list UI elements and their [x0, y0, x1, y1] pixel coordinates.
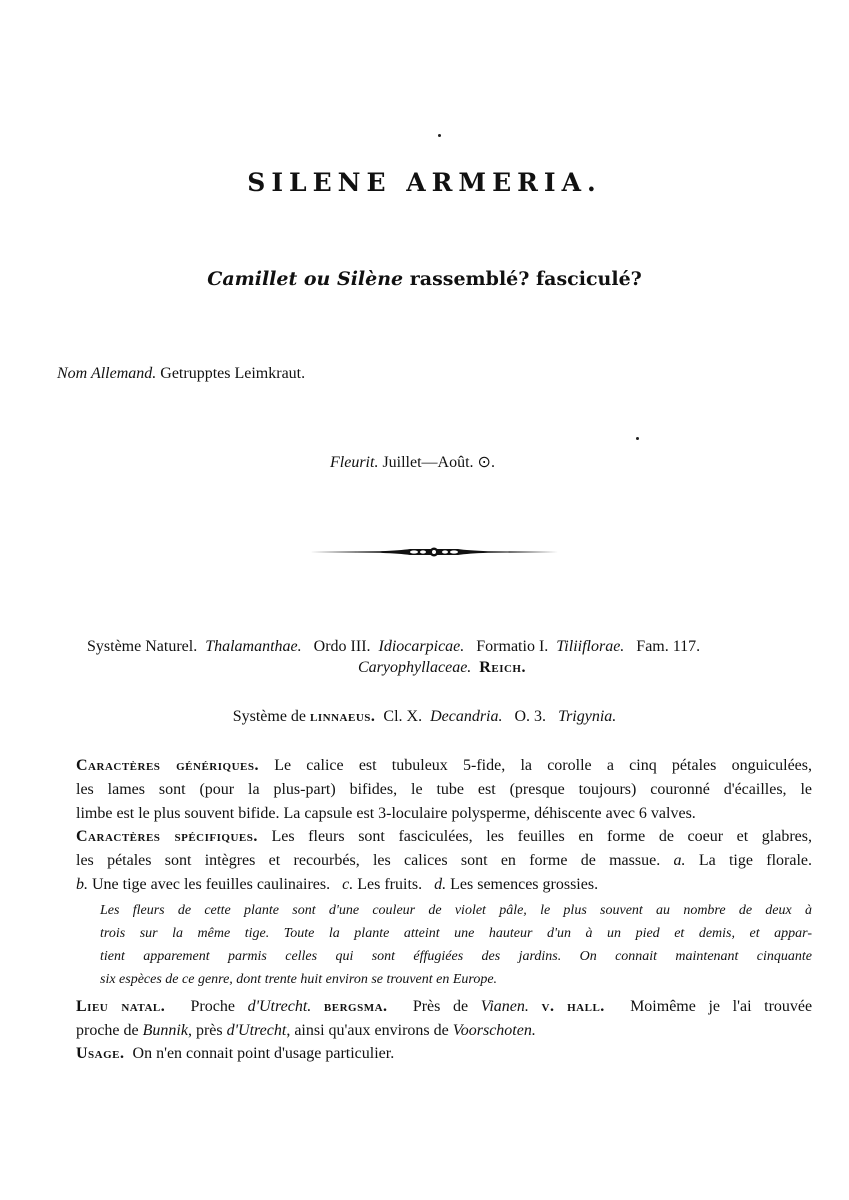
lieu-proche-2: proche de	[76, 1022, 139, 1039]
lieu-bunnik: Bunnik	[142, 1022, 188, 1039]
specific-line-2: les pétales sont intègres et recourbés, les calices sont en forme de massue.	[76, 852, 661, 869]
figure-c-text: Les fruits.	[357, 876, 423, 893]
note-line-1: Les fleurs de cette plante sont d'une couleur de violet pâle, le plus souvent au nombre de deux à	[100, 903, 812, 918]
speck-dot	[438, 134, 441, 137]
generic-characters	[76, 754, 812, 826]
flowering-label: Fleurit.	[330, 454, 379, 471]
lieu-v: v.	[541, 998, 555, 1015]
german-name-label: Nom Allemand.	[57, 365, 157, 382]
note-line-4: six espèces de ce genre, dont trente huit environ se trouvent en Europe.	[100, 972, 498, 987]
specific-characters	[76, 825, 812, 897]
specific-characters-label: Caractères spécifiques.	[76, 828, 258, 845]
generic-line-3: limbe est le plus souvent bifide. La capsule est 3-loculaire polysperme, déhiscente avec 6 valves.	[76, 805, 696, 822]
thalamanthae: Thalamanthae.	[205, 638, 302, 655]
usage-text: On n'en connait point d'usage particulier.	[132, 1045, 395, 1062]
linnaean-system	[0, 708, 849, 726]
lieu-hall: hall.	[567, 998, 605, 1015]
formatio: Formatio I.	[476, 638, 549, 655]
figure-a-text: La tige florale.	[698, 852, 813, 869]
german-name-value: Getrupptes Leimkraut.	[160, 365, 306, 382]
annual-symbol: ⊙.	[477, 454, 495, 471]
figure-b-label: b.	[76, 876, 88, 893]
lieu-pres-2: , près	[187, 1022, 223, 1039]
lieu-rest-2: , ainsi qu'aux environs de	[286, 1022, 449, 1039]
description-note	[100, 899, 812, 991]
natural-system-label: Système Naturel.	[87, 638, 198, 655]
generic-characters-label: Caractères génériques.	[76, 757, 259, 774]
usage-label: Usage.	[76, 1045, 125, 1062]
lieu-bergsma: bergsma.	[323, 998, 388, 1015]
linnaean-class: Cl. X.	[383, 708, 423, 725]
figure-d-label: d.	[434, 876, 447, 893]
page-subtitle	[0, 268, 849, 290]
tiliiflorae: Tiliiflorae.	[556, 638, 625, 655]
lieu-proche: Proche	[190, 998, 235, 1015]
lieu-rest: Moimême je l'ai trouvée	[630, 998, 813, 1015]
note-line-3: tient apparement parmis celles qui sont éffugiées des jardins. On connait maintenant cinquante	[100, 949, 812, 964]
specific-line-1: Les fleurs sont fasciculées, les feuilles en forme de coeur et glabres,	[271, 828, 813, 845]
subtitle-rest: rassemblé? fasciculé?	[409, 268, 642, 290]
lieu-pres: Près de	[412, 998, 469, 1015]
native-location	[76, 995, 812, 1043]
native-location-label: Lieu natal.	[76, 998, 166, 1015]
lieu-utrecht: d'Utrecht.	[247, 998, 312, 1015]
family-number: Fam. 117.	[636, 638, 701, 655]
generic-line-1: Le calice est tubuleux 5-fide, la corolle a cinq pétales onguiculées,	[274, 757, 812, 774]
generic-line-2: les lames sont (pour la plus-part) bifides, le tube est (presque toujours) couronné d'écailles, le	[76, 781, 812, 798]
reich-author: Reich.	[479, 659, 526, 676]
figure-a-label: a.	[673, 852, 686, 869]
natural-system	[87, 638, 797, 677]
linnaean-order: O. 3.	[514, 708, 547, 725]
usage	[76, 1042, 812, 1066]
figure-d-text: Les semences grossies.	[450, 876, 599, 893]
subtitle-italic: Camillet ou Silène	[207, 268, 404, 290]
caryophyllaceae: Caryophyllaceae.	[358, 659, 472, 676]
flowering-value: Juillet—Août.	[382, 454, 474, 471]
linnaeus-name: linnaeus.	[310, 708, 376, 725]
page-title: SILENE ARMERIA.	[247, 168, 602, 197]
german-name	[57, 365, 305, 383]
note-line-2: trois sur la même tige. Toute la plante atteint une hauteur d'un à un pied et demis, et appar-	[100, 926, 812, 941]
lieu-utrecht-2: d'Utrecht	[226, 1022, 287, 1039]
ordo: Ordo III.	[313, 638, 371, 655]
ornament-divider	[310, 542, 558, 562]
speck-dot	[636, 437, 639, 440]
figure-c-label: c.	[342, 876, 354, 893]
decandria: Decandria.	[430, 708, 503, 725]
idiocarpicae: Idiocarpicae.	[378, 638, 465, 655]
lieu-voorschoten: Voorschoten.	[452, 1022, 536, 1039]
figure-b-text: Une tige avec les feuilles caulinaires.	[92, 876, 331, 893]
flowering-period	[330, 452, 495, 472]
trigynia: Trigynia.	[558, 708, 617, 725]
linnaean-label: Système de	[232, 708, 307, 725]
lieu-vianen: Vianen.	[480, 998, 529, 1015]
